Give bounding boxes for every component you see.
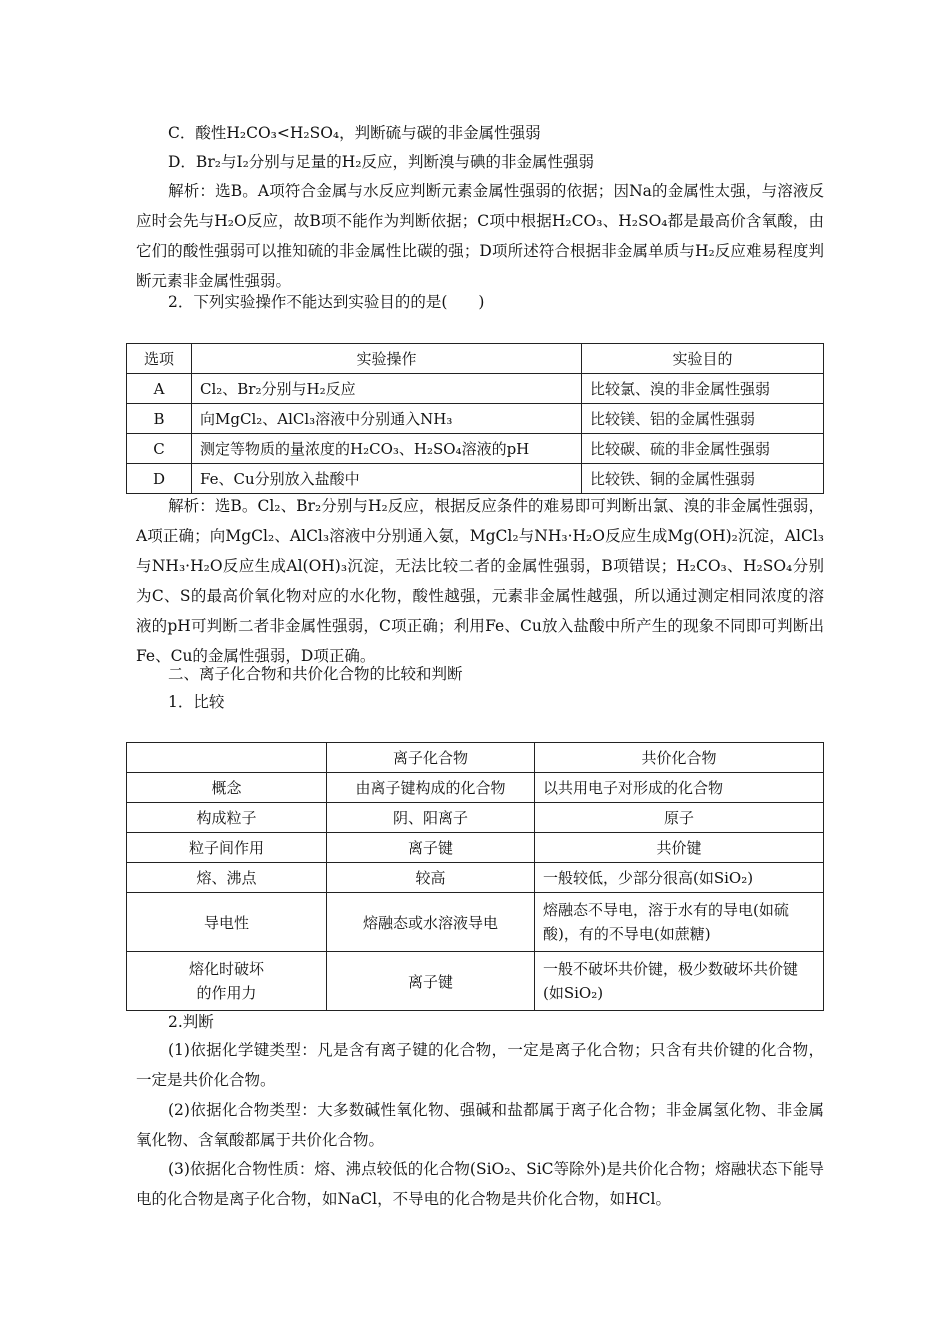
ionic-cell: 离子键	[327, 952, 535, 1011]
operation-cell: Cl₂、Br₂分别与H₂反应	[192, 374, 582, 404]
operation-cell: 向MgCl₂、AlCl₃溶液中分别通入NH₃	[192, 404, 582, 434]
option-cell: B	[127, 404, 192, 434]
header-option: 选项	[127, 344, 192, 374]
analysis-1: 解析：选B。A项符合金属与水反应判断元素金属性强弱的依据；因Na的金属性太强，与溶液反应时会先与H₂O反应，故B项不能作为判断依据；C项中根据H₂CO₃、H₂SO₄都是最高价含氧酸，由它们的酸性强弱可以推知硫的非金属性比碳的强；D项所述符合根据非金属单质与H₂反应难易程度判断元素非金属性强弱。	[136, 182, 824, 290]
covalent-cell: 原子	[535, 803, 824, 833]
choice-d: D．Br₂与I₂分别与足量的H₂反应，判断溴与碘的非金属性强弱	[168, 153, 595, 171]
ionic-cell: 较高	[327, 863, 535, 893]
table-row	[127, 803, 824, 833]
choice-c: C．酸性H₂CO₃<H₂SO₄，判断硫与碳的非金属性强弱	[168, 124, 541, 142]
subheading-judge: 2.判断	[168, 1013, 214, 1031]
ionic-cell: 阴、阳离子	[327, 803, 535, 833]
table-row	[127, 374, 824, 404]
table-row	[127, 404, 824, 434]
table-row	[127, 863, 824, 893]
header-ionic: 离子化合物	[327, 743, 535, 773]
header-blank	[127, 743, 327, 773]
judge-2: (2)依据化合物类型：大多数碱性氧化物、强碱和盐都属于离子化合物；非金属氢化物、非金属氧化物、含氧酸都属于共价化合物。	[136, 1101, 824, 1149]
table-row	[127, 893, 824, 952]
analysis-2: 解析：选B。Cl₂、Br₂分别与H₂反应，根据反应条件的难易即可判断出氯、溴的非金属性强弱，A项正确；向MgCl₂、AlCl₃溶液中分别通入氨，MgCl₂与NH₃·H₂O反应生成Mg(OH)₂沉淀，AlCl₃与NH₃·H₂O反应生成Al(OH)₃沉淀，无法比较二者的金属性强弱，B项错误；H₂CO₃、H₂SO₄分别为C、S的最高价氧化物对应的水化物，酸性越强，元素非金属性越强，所以通过测定相同浓度的溶液的pH可判断二者非金属性强弱，C项正确；利用Fe、Cu放入盐酸中所产生的现象不同即可判断出Fe、Cu的金属性强弱，D项正确。	[136, 497, 824, 665]
table-row	[127, 833, 824, 863]
purpose-cell: 比较镁、铝的金属性强弱	[582, 404, 824, 434]
purpose-cell: 比较碳、硫的非金属性强弱	[582, 434, 824, 464]
table-header-row	[127, 344, 824, 374]
property-cell: 构成粒子	[127, 803, 327, 833]
table-row	[127, 434, 824, 464]
question-2: 2．下列实验操作不能达到实验目的的是( )	[168, 293, 485, 311]
header-covalent: 共价化合物	[535, 743, 824, 773]
property-cell: 粒子间作用	[127, 833, 327, 863]
covalent-cell: 共价键	[535, 833, 824, 863]
option-cell: A	[127, 374, 192, 404]
property-cell: 概念	[127, 773, 327, 803]
option-cell: C	[127, 434, 192, 464]
table-header-row	[127, 743, 824, 773]
property-cell: 熔化时破坏的作用力	[127, 952, 327, 1011]
operation-cell: Fe、Cu分别放入盐酸中	[192, 464, 582, 494]
header-operation: 实验操作	[192, 344, 582, 374]
table-row	[127, 773, 824, 803]
judge-1: (1)依据化学键类型：凡是含有离子键的化合物，一定是离子化合物；只含有共价键的化合物，一定是共价化合物。	[136, 1041, 824, 1089]
covalent-cell: 一般不破坏共价键，极少数破坏共价键(如SiO₂)	[535, 952, 824, 1011]
header-purpose: 实验目的	[582, 344, 824, 374]
subheading-compare: 1．比较	[168, 693, 225, 711]
ionic-cell: 由离子键构成的化合物	[327, 773, 535, 803]
option-cell: D	[127, 464, 192, 494]
table-row	[127, 464, 824, 494]
property-cell: 熔、沸点	[127, 863, 327, 893]
purpose-cell: 比较铁、铜的金属性强弱	[582, 464, 824, 494]
covalent-cell: 熔融态不导电，溶于水有的导电(如硫酸)，有的不导电(如蔗糖)	[535, 893, 824, 952]
covalent-cell: 以共用电子对形成的化合物	[535, 773, 824, 803]
ionic-cell: 离子键	[327, 833, 535, 863]
experiment-table	[126, 343, 824, 494]
property-cell: 导电性	[127, 893, 327, 952]
covalent-cell: 一般较低，少部分很高(如SiO₂)	[535, 863, 824, 893]
section-heading-2: 二、离子化合物和共价化合物的比较和判断	[168, 665, 463, 683]
judge-3: (3)依据化合物性质：熔、沸点较低的化合物(SiO₂、SiC等除外)是共价化合物；熔融状态下能导电的化合物是离子化合物，如NaCl，不导电的化合物是共价化合物，如HCl。	[136, 1160, 824, 1208]
purpose-cell: 比较氯、溴的非金属性强弱	[582, 374, 824, 404]
ionic-cell: 熔融态或水溶液导电	[327, 893, 535, 952]
table-row	[127, 952, 824, 1011]
compound-comparison-table	[126, 742, 824, 1011]
operation-cell: 测定等物质的量浓度的H₂CO₃、H₂SO₄溶液的pH	[192, 434, 582, 464]
